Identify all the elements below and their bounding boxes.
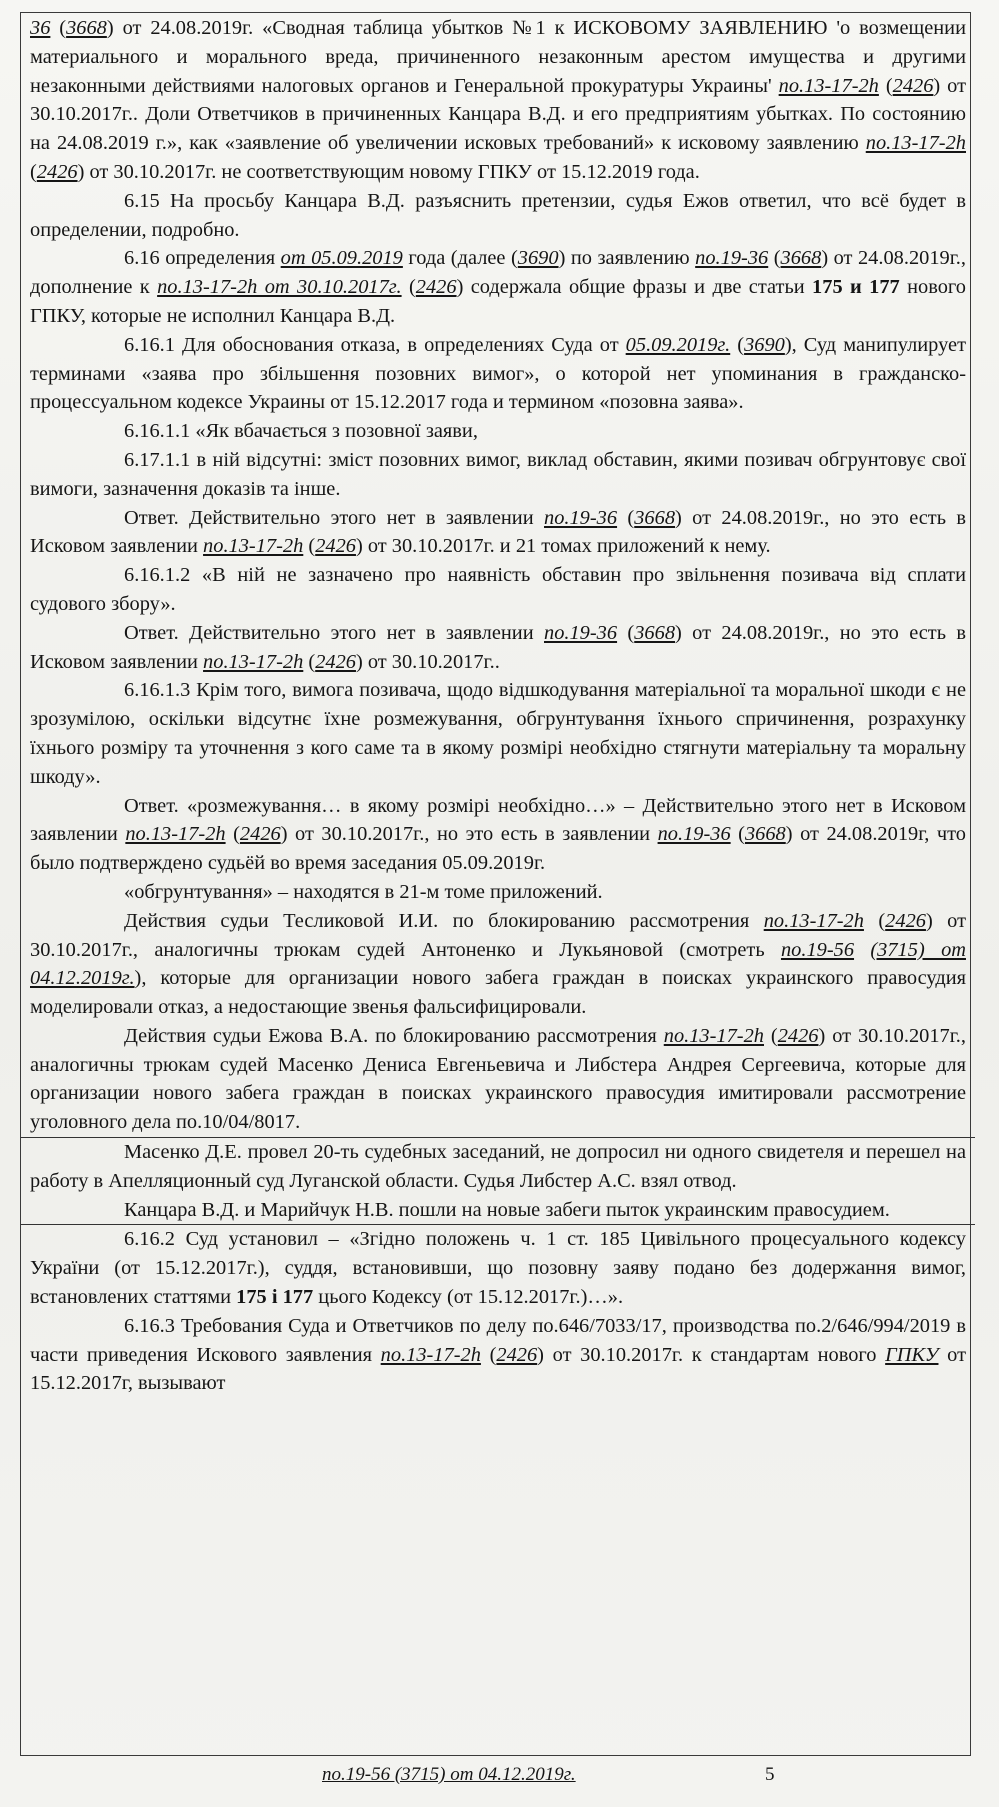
text-run: ) по заявлению	[558, 247, 696, 270]
paragraph	[30, 619, 966, 677]
case-reference: 2426	[415, 276, 457, 299]
case-reference: по.19-36	[544, 621, 618, 644]
text-run: ) от 24.08.2019г, что было подтверждено судьёй во время заседания 05.09.2019г.	[30, 823, 966, 875]
paragraph	[30, 907, 966, 1022]
text-run: Канцара В.Д. и Марийчук Н.В. пошли на новые забеги пыток украинским правосудием.	[124, 1198, 890, 1221]
case-reference: 3668	[66, 17, 107, 39]
paragraph	[30, 878, 966, 907]
text-run: (	[768, 247, 781, 270]
paragraph	[30, 676, 966, 791]
paragraph	[30, 331, 966, 417]
text-run: (	[764, 1024, 778, 1047]
text-run: (	[303, 650, 316, 673]
text-run: 6.16.2 Суд установил – «Згідно положень ч. 1 ст. 185 Цивільного процесуального кодексу України (от 15.12.2017г.), суддя, встановивши, що позовну заяву подано без додержання вимог, встановлених статтями	[30, 1228, 966, 1309]
text-run: «обгрунтування» – находятся в 21-м томе приложений.	[124, 880, 603, 903]
text-run: ) от 30.10.2017г. не соответствующим новому ГПКУ от 15.12.2019 года.	[77, 160, 700, 183]
case-reference: по.13-17-2h	[763, 909, 864, 932]
text-run: ) содержала общие фразы и две статьи	[456, 276, 813, 299]
text-run: (	[617, 621, 635, 644]
paragraph	[30, 1138, 966, 1196]
case-reference: 2426	[885, 909, 926, 932]
text-run: ) от 30.10.2017г., но это есть в заявлении	[280, 823, 658, 846]
text-run: ), Суд манипулирует терминами «заява про збільшення позовних вимог», о которой нет упоминания в гражданско-процессуальном кодексе Украины от 15.12.2017 года и термином «позовна заява».	[30, 333, 966, 414]
text-run: ) от 30.10.2017г., аналогичны трюкам судей Антоненко и Лукьяновой (смотреть	[30, 909, 966, 961]
paragraph	[30, 792, 966, 878]
paragraph	[30, 561, 966, 619]
text-run: 6.16.1.2 «В ній не зазначено про наявність обставин про звільнення позивача від сплати судового збору».	[30, 564, 966, 615]
case-reference: от 05.09.2019	[280, 247, 403, 270]
case-reference: 2426	[777, 1024, 819, 1047]
text-run: Ответ. Действительно этого нет в заявлении	[124, 621, 544, 644]
case-reference: по.13-17-2h	[380, 1343, 481, 1366]
case-reference: по.13-17-2h	[865, 132, 966, 155]
text-run: цього Кодексу (от 15.12.2017г.)…».	[313, 1286, 624, 1309]
text-run: (	[878, 74, 893, 97]
text-run: от 15.12.2017г, вызывают	[30, 1343, 966, 1395]
case-reference: 3668	[634, 621, 676, 644]
case-reference: 3668	[744, 823, 786, 846]
paragraph	[30, 1022, 966, 1137]
case-reference: по.13-17-2h	[125, 823, 226, 846]
footer-reference: по.19-56 (3715) от 04.12.2019г.	[322, 1764, 576, 1785]
text-run: ) от 30.10.2017г. к стандартам нового	[537, 1343, 886, 1366]
case-reference: 05.09.2019г.	[625, 333, 731, 356]
case-reference: 3690	[517, 247, 559, 270]
text-run: 6.17.1.1 в ній відсутні: зміст позовних вимог, виклад обставин, якими позивач обгрунтовує свої вимоги, зазначення доказів та інше.	[30, 448, 966, 500]
text-run: ) от 30.10.2017г., аналогичны трюкам судей Масенко Дениса Евгеньевича и Либстера Андрея Сергеевича, которые для организации нового забега граждан в поисках украинского правосудия имитировали рассмотрение уголовного дела по.10/04/8017.	[30, 1024, 966, 1134]
text-run: ) от 30.10.2017г. и 21 томах приложений к нему.	[355, 535, 771, 558]
text-run: года (далее (	[402, 247, 518, 270]
document-body	[30, 14, 966, 1398]
text-run: (	[480, 1343, 497, 1366]
text-run: 6.16 определения	[124, 247, 281, 270]
text-run: нового ГПКУ, которые не исполнил Канцара В.Д.	[30, 276, 966, 327]
case-reference: 2426	[315, 650, 356, 673]
case-reference: 2426	[892, 74, 934, 97]
text-run: (	[617, 506, 635, 529]
text-run: (	[401, 276, 416, 299]
text-run: 6.16.1.1 «Як вбачається з позовної заяви,	[124, 420, 478, 443]
paragraph	[30, 1225, 966, 1311]
text-run: ) от 30.10.2017г..	[355, 650, 500, 673]
text-run: (	[225, 823, 240, 846]
text-run: Действия судьи Ежова В.А. по блокированию рассмотрения	[124, 1024, 664, 1047]
text-run: ) от 24.08.2019г., но это есть в Исковом заявлении	[30, 621, 967, 673]
paragraph	[30, 187, 966, 245]
text-run: Ответ. «розмежування… в якому розмірі необхідно…» – Действительно этого нет в Исковом заявлении	[30, 794, 966, 846]
text-run: ) от 24.08.2019г., дополнение к	[30, 247, 966, 299]
text-run: (	[30, 160, 37, 183]
case-reference: 2426	[496, 1343, 538, 1366]
case-reference: по.13-17-2h	[203, 535, 304, 558]
case-reference: 36	[30, 17, 51, 39]
case-reference: по.13-17-2h	[778, 74, 879, 97]
text-run: Масенко Д.Е. провел 20-ть судебных заседаний, не допросил ни одного свидетеля и перешел на работу в Апелляционный суд Луганской области. Судья Либстер А.С. взял отвод.	[30, 1141, 966, 1192]
case-reference: по.19-36	[657, 823, 731, 846]
paragraph	[30, 504, 966, 562]
case-reference: по.13-17-2h от 30.10.2017г.	[157, 276, 402, 299]
case-reference: по.13-17-2h	[663, 1024, 764, 1047]
text-run: ) от 30.10.2017г.. Доли Ответчиков в причиненных Канцара В.Д. и его предприятиям убытках. По состоянию на 24.08.2019 г.», как «заявление об увеличении исковых требований» к исковому заявлению	[30, 74, 967, 155]
bold-text: 175 і 177	[236, 1286, 314, 1309]
paragraph	[30, 244, 966, 330]
text-run: (	[303, 535, 316, 558]
paragraph	[30, 1196, 966, 1225]
case-reference: ГПКУ	[885, 1343, 939, 1366]
bold-text: 175 и 177	[812, 276, 900, 299]
case-reference: по.19-36	[695, 247, 769, 270]
text-run: Действия судьи Тесликовой И.И. по блокированию рассмотрения	[124, 909, 764, 932]
text-run	[854, 939, 870, 961]
case-reference: 2426	[36, 160, 78, 183]
case-reference: 3668	[634, 506, 676, 529]
case-reference: по.19-56	[780, 938, 855, 961]
paragraph	[30, 14, 966, 187]
text-run: 6.16.3 Требования Суда и Ответчиков по делу по.646/7033/17, производства по.2/646/994/2019 в части приведения Искового заявления	[30, 1314, 966, 1366]
case-reference: 3668	[780, 247, 822, 270]
paragraph	[30, 417, 966, 446]
case-reference: (3715) от 04.12.2019г.	[30, 938, 966, 990]
case-reference: 2426	[315, 535, 356, 558]
text-run: ) от 24.08.2019г. «Сводная таблица убытков №1 к ИСКОВОМУ ЗАЯВЛЕНИЮ 'о возмещении материального и морального вреда, причиненного незаконным арестом имущества и другими незаконными действиями налоговых органов и Генеральной прокуратуры Украины'	[30, 17, 966, 97]
text-run: ), которые для организации нового забега граждан в поисках украинского правосудия моделировали отказ, а недостающие звенья фальсифицировали.	[30, 967, 966, 1019]
text-run: (	[863, 909, 886, 932]
text-run: (	[730, 823, 745, 846]
text-run: (	[50, 17, 67, 39]
text-run: 6.15 На просьбу Канцара В.Д. разъяснить претензии, судья Ежов ответил, что всё будет в определении, подробно.	[30, 189, 966, 241]
text-run: (	[730, 333, 745, 356]
text-run: 6.16.1 Для обоснования отказа, в определениях Суда от	[124, 333, 626, 356]
case-reference: по.19-36	[544, 506, 618, 529]
case-reference: по.13-17-2h	[203, 650, 304, 673]
case-reference: 3690	[744, 333, 785, 356]
text-run: ) от 24.08.2019г., но это есть в Исковом заявлении	[30, 506, 967, 558]
paragraph	[30, 1312, 966, 1398]
paragraph	[30, 446, 966, 504]
text-run: Ответ. Действительно этого нет в заявлении	[124, 506, 544, 529]
page-number: 5	[765, 1764, 775, 1785]
case-reference: 2426	[239, 823, 281, 846]
text-run: 6.16.1.3 Крім того, вимога позивача, щодо відшкодування матеріальної та моральної шкоди є не зрозумілою, оскільки відсутнє їхне розмежування, обгрунтування їхнього спричинення, розрахунку їхнього розміру та уточнення з кого саме та в якому розмірі необхідно стягнути матеріальну та моральну шкоду».	[30, 679, 966, 788]
